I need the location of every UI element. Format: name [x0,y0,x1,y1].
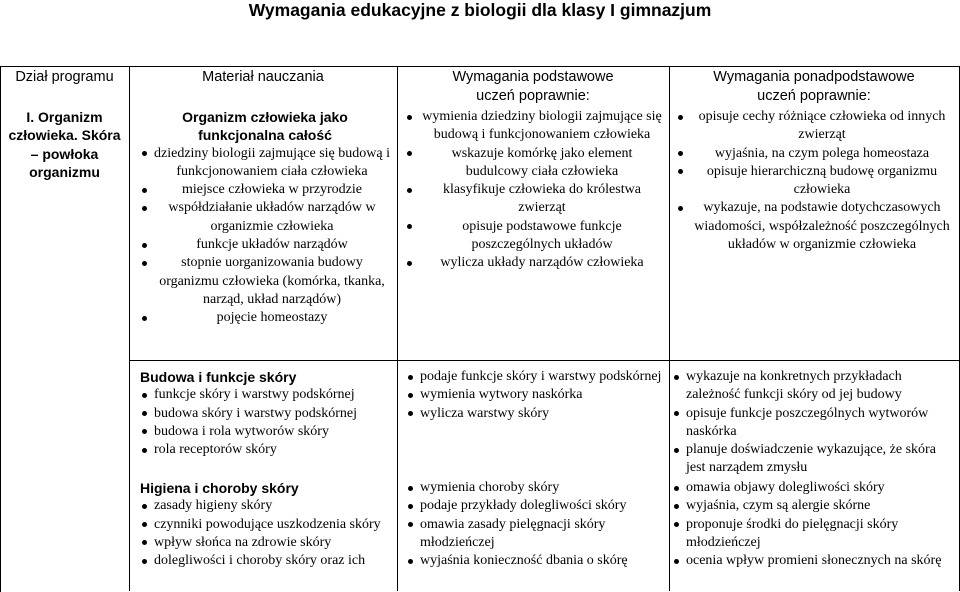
column-divider [397,66,398,591]
list-item: miejsce człowieka w przyrodzie [140,181,390,199]
list-item: budowa skóry i warstwy podskórnej [140,405,392,423]
list-item: wylicza układy narządów człowieka [405,254,665,272]
list-item: planuje doświadczenie wykazujące, że skóra jest narządem zmysłu [672,441,956,478]
list-item: dziedziny biologii zajmujące się budową i funkcjonowaniem ciała człowieka [140,145,390,182]
column-divider [129,66,130,591]
section-title: Organizm człowieka jako funkcjonalna całość [182,109,348,144]
dzial-cell: I. Organizm człowieka. Skóra – powłoka organizmu [8,109,121,180]
list-item: współdziałanie układów narządów w organizmie człowieka [140,199,390,236]
section-1-material [140,108,390,328]
column-divider [669,66,670,591]
list-item: stopnie uorganizowania budowy organizmu człowieka (komórka, tkanka, narząd, układ narządów) [140,254,390,309]
list-item: podaje przykłady dolegliwości skóry [406,497,666,515]
section-3-ponadpodstawowe [672,479,956,570]
list-item: wymienia choroby skóry [406,479,666,497]
row-divider [129,360,960,361]
list-item: opisuje cechy różniące człowieka od innych zwierząt [676,108,954,145]
section-3-podstawowe [406,479,666,570]
list-item: opisuje hierarchiczną budowę organizmu człowieka [676,163,954,200]
list-item: budowa i rola wytworów skóry [140,423,392,441]
list-item: wykazuje na konkretnych przykładach zależność funkcji skóry od jej budowy [672,368,956,405]
list-item: wylicza warstwy skóry [406,405,664,423]
list-item: funkcje układów narządów [140,236,390,254]
list-item: funkcje skóry i warstwy podskórnej [140,386,392,404]
header-material: Materiał nauczania [202,69,324,85]
list-item: czynniki powodujące uszkodzenia skóry [140,516,394,534]
list-item: wymienia wytwory naskórka [406,386,664,404]
list-item: proponuje środki do pielęgnacji skóry młodzieńczej [672,516,956,553]
header-dzial: Dział programu [15,69,114,85]
list-item: opisuje funkcje poszczególnych wytworów naskórka [672,405,956,442]
list-item: podaje funkcje skóry i warstwy podskórnej [406,368,664,386]
section-3-material [140,479,394,570]
list-item: wyjaśnia, na czym polega homeostaza [676,145,954,163]
list-item: omawia zasady pielęgnacji skóry młodzieńczej [406,516,666,553]
list-item: wyjaśnia konieczność dbania o skórę [406,552,666,570]
list-item: wskazuje komórkę jako element budulcowy ciała człowieka [405,145,665,182]
list-item: pojęcie homeostazy [140,309,390,327]
document-title: Wymagania edukacyjne z biologii dla klasy I gimnazjum [248,0,712,20]
section-title: Budowa i funkcje skóry [140,369,297,385]
section-2-ponadpodstawowe [672,368,956,478]
list-item: zasady higieny skóry [140,497,394,515]
list-item: wykazuje, na podstawie dotychczasowych wiadomości, współzależność poszczególnych układów w organizmie człowieka [676,199,954,254]
section-title: Higiena i choroby skóry [140,480,299,496]
list-item: rola receptorów skóry [140,441,392,459]
list-item: wymienia dziedziny biologii zajmujące się budową i funkcjonowaniem człowieka [405,108,665,145]
list-item: ocenia wpływ promieni słonecznych na skórę [672,552,956,570]
list-item: dolegliwości i choroby skóry oraz ich [140,552,394,570]
section-1-podstawowe [405,108,665,273]
list-item: wpływ słońca na zdrowie skóry [140,534,394,552]
section-1-ponadpodstawowe [676,108,954,254]
list-item: opisuje podstawowe funkcje poszczególnych układów [405,218,665,255]
list-item: wyjaśnia, czym są alergie skórne [672,497,956,515]
header-podstawowe: Wymagania podstawowe uczeń poprawnie: [452,69,614,104]
header-ponadpodstawowe: Wymagania ponadpodstawowe uczeń poprawnie: [713,69,915,104]
section-2-material [140,368,392,459]
section-2-podstawowe [406,368,664,423]
list-item: omawia objawy dolegliwości skóry [672,479,956,497]
list-item: klasyfikuje człowieka do królestwa zwierząt [405,181,665,218]
